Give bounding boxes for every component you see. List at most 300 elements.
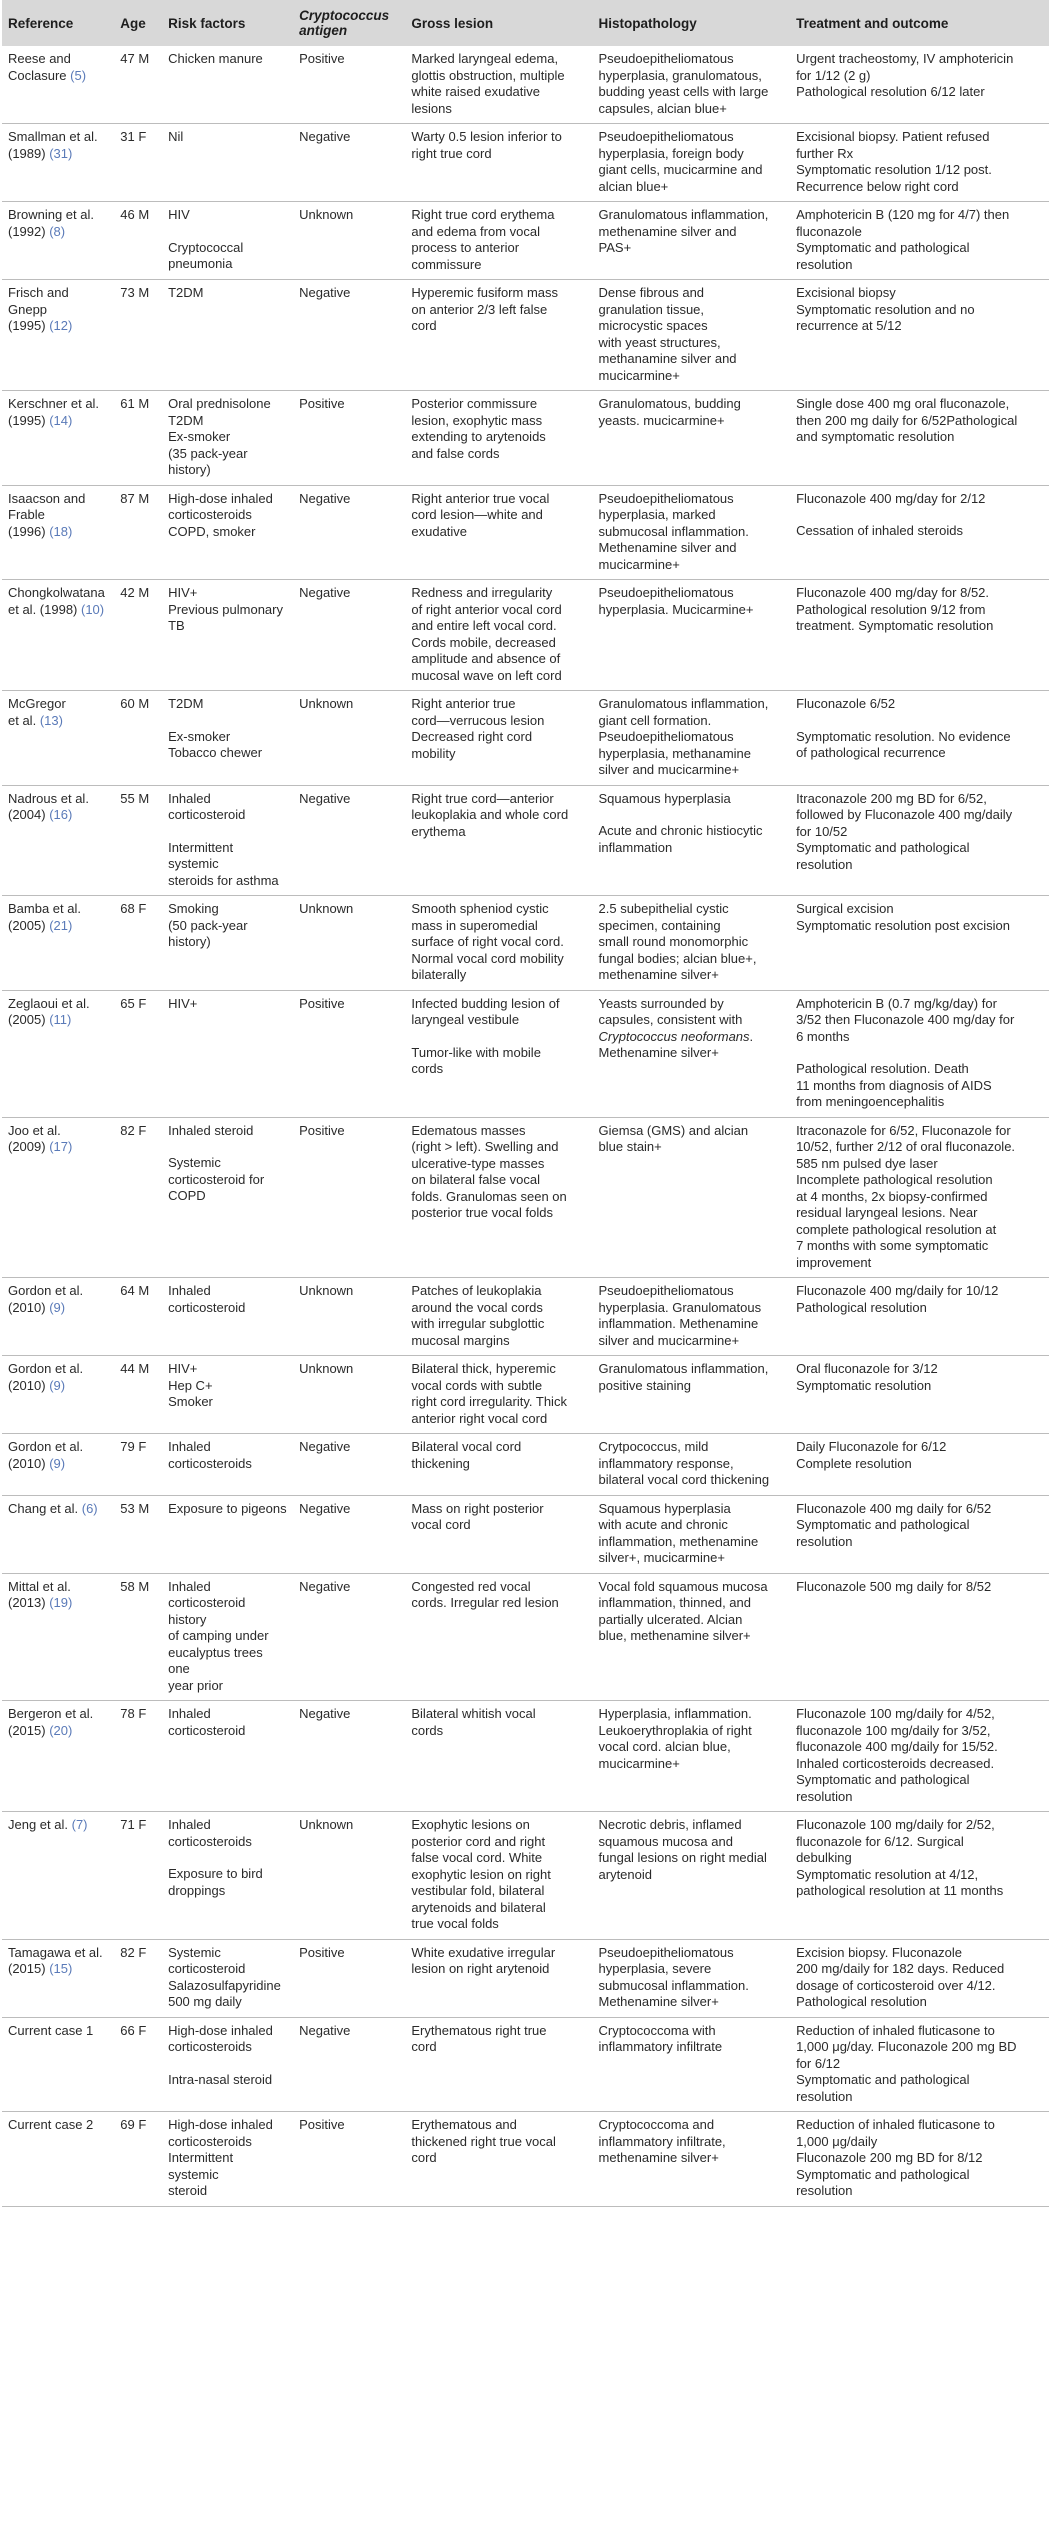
reference-line: (1995) (12) (8, 318, 73, 333)
cell-risk-factors (162, 1495, 293, 1573)
risk-line: corticosteroids (168, 1833, 252, 1849)
reference-line: (2010) (9) (8, 1455, 66, 1471)
table-row (2, 2017, 1049, 2112)
reference-line: Chongkolwatana (8, 585, 105, 600)
histo-line: Methenamine silver+ (598, 1994, 719, 2009)
gross-line: and false cords (411, 445, 500, 461)
gross-line: Cords mobile, decreased (411, 634, 556, 650)
cell-histopathology (593, 46, 791, 124)
cell-age: 82 F (114, 1117, 162, 1278)
treatment-line: Fluconazole 200 mg BD for 8/12 (796, 2150, 983, 2165)
gross-line: ulcerative-type masses (411, 1155, 545, 1171)
table-row (2, 1701, 1049, 1812)
gross-line: with irregular subglottic (411, 1316, 545, 1331)
histo-line: Dense fibrous and (598, 285, 705, 300)
histo-line: Granulomatous inflammation, (598, 696, 769, 711)
cell-gross-lesion (405, 1701, 592, 1812)
treatment-line: Fluconazole 100 mg/daily for 2/52, (796, 1817, 995, 1832)
histo-line: bilateral vocal cord thickening (598, 1472, 770, 1487)
cell-gross-lesion (405, 1356, 592, 1434)
histo-line: Cryptococcoma and (598, 2117, 715, 2132)
cell-reference (2, 280, 114, 391)
cell-histopathology (593, 391, 791, 486)
cell-age: 71 F (114, 1812, 162, 1940)
risk-line: of camping under (168, 1628, 269, 1643)
gross-line: Hyperemic fusiform mass (411, 285, 559, 300)
risk-line: High-dose inhaled (168, 2022, 273, 2038)
table-row (2, 1117, 1049, 1278)
cell-risk-factors (162, 202, 293, 280)
gross-line: Normal vocal cord mobility (411, 950, 564, 966)
treatment-line: resolution (796, 256, 853, 272)
risk-line: Smoking (168, 901, 219, 916)
treatment-line: for 10/52 (796, 823, 848, 839)
histo-line: PAS+ (598, 240, 632, 255)
risk-line: (50 pack-year (168, 917, 248, 933)
cell-cryptococcus-antigen: Negative (293, 1434, 405, 1496)
histo-line: hyperplasia. Granulomatous (598, 1299, 762, 1315)
risk-line: HIV+ (168, 585, 198, 600)
reference-citation-link[interactable]: (10) (81, 601, 105, 617)
treatment-line: for 1/12 (2 g) (796, 67, 871, 83)
cell-reference (2, 202, 114, 280)
reference-citation-link[interactable]: (11) (49, 1012, 72, 1027)
gross-line: vocal cords with subtle (411, 1377, 543, 1393)
treatment-line: 3/52 then Fluconazole 400 mg/day for (796, 1012, 1015, 1027)
cell-gross-lesion (405, 202, 592, 280)
cell-cryptococcus-antigen: Unknown (293, 896, 405, 991)
gross-line: posterior cord and right (411, 1833, 546, 1849)
histo-line: microcystic spaces (598, 318, 708, 333)
risk-line: eucalyptus trees one (168, 1644, 263, 1676)
treatment-line: Fluconazole 400 mg/day for 8/52. (796, 585, 990, 600)
cell-age: 73 M (114, 280, 162, 391)
table-row (2, 691, 1049, 786)
treatment-line: resolution (796, 1788, 853, 1804)
cell-treatment-outcome (790, 990, 1049, 1117)
gross-line: thickening (411, 1455, 470, 1471)
treatment-line: Symptomatic and pathological (796, 240, 970, 255)
reference-line: Chang et al. (6) (8, 1500, 98, 1516)
table-row (2, 1356, 1049, 1434)
cell-reference (2, 1356, 114, 1434)
treatment-line: Fluconazole 400 mg/daily for 10/12 (796, 1283, 999, 1298)
cell-treatment-outcome (790, 691, 1049, 786)
cell-risk-factors (162, 1356, 293, 1434)
histo-line: Squamous hyperplasia (598, 1500, 731, 1516)
cell-histopathology (593, 280, 791, 391)
cell-treatment-outcome (790, 896, 1049, 991)
cell-reference (2, 124, 114, 202)
gross-line: surface of right vocal cord. (411, 934, 564, 949)
table-row (2, 391, 1049, 486)
risk-line: Inhaled (168, 1706, 211, 1721)
gross-line: (right > left). Swelling and (411, 1139, 559, 1154)
cell-gross-lesion (405, 280, 592, 391)
treatment-line: Itraconazole 200 mg BD for 6/52, (796, 790, 987, 806)
cell-gross-lesion (405, 2112, 592, 2207)
treatment-line: Symptomatic resolution post excision (796, 917, 1010, 933)
treatment-line: recurrence at 5/12 (796, 318, 902, 333)
cell-cryptococcus-antigen: Negative (293, 1573, 405, 1701)
histo-line: Acute and chronic histiocytic (598, 823, 763, 838)
risk-line: Previous pulmonary (168, 601, 283, 617)
cell-age: 31 F (114, 124, 162, 202)
gross-line: Decreased right cord (411, 729, 533, 744)
cell-reference (2, 1495, 114, 1573)
cell-treatment-outcome (790, 1812, 1049, 1940)
treatment-line: Fluconazole 400 mg daily for 6/52 (796, 1500, 992, 1516)
cell-age: 47 M (114, 46, 162, 124)
cell-histopathology (593, 2017, 791, 2112)
reference-line: Gordon et al. (8, 1361, 84, 1376)
cell-age: 87 M (114, 485, 162, 580)
reference-line: (2004) (16) (8, 807, 73, 822)
histo-line: Pseudoepitheliomatous (598, 729, 734, 744)
treatment-line: Cessation of inhaled steroids (796, 523, 963, 538)
histo-line: capsules, alcian blue+ (598, 100, 727, 116)
risk-line: (35 pack-year (168, 445, 248, 461)
treatment-line: Symptomatic resolution (796, 1377, 932, 1393)
cell-gross-lesion (405, 1495, 592, 1573)
cell-histopathology (593, 485, 791, 580)
cell-histopathology (593, 124, 791, 202)
treatment-line: resolution (796, 2088, 853, 2104)
treatment-line: Fluconazole 400 mg/day for 2/12 (796, 490, 986, 506)
risk-line: Hep C+ (168, 1377, 213, 1393)
cell-age: 61 M (114, 391, 162, 486)
gross-line: mucosal margins (411, 1332, 510, 1348)
treatment-line: Pathological resolution (796, 1299, 927, 1315)
reference-line: Mittal et al. (8, 1578, 71, 1594)
risk-line: COPD (168, 1188, 206, 1203)
gross-line: erythema (411, 823, 466, 839)
gross-line: mucosal wave on left cord (411, 667, 562, 683)
histo-line: Granulomatous inflammation, (598, 1361, 769, 1376)
risk-line: year prior (168, 1677, 224, 1693)
cell-gross-lesion (405, 990, 592, 1117)
reference-citation-link[interactable]: (5) (70, 67, 87, 83)
header-reference: Reference (8, 15, 74, 31)
cell-histopathology (593, 1495, 791, 1573)
risk-line: Inhaled (168, 1439, 211, 1454)
risk-line: Intra-nasal steroid (168, 2071, 273, 2087)
cell-histopathology (593, 990, 791, 1117)
treatment-line: Symptomatic and pathological (796, 840, 970, 855)
histo-line: giant cells, mucicarmine and (598, 162, 763, 177)
cell-treatment-outcome (790, 46, 1049, 124)
treatment-line: Pathological resolution 6/12 later (796, 84, 985, 99)
risk-line: Cryptococcal (168, 239, 244, 255)
cell-gross-lesion (405, 1117, 592, 1278)
treatment-line: Pathological resolution. Death (796, 1061, 969, 1076)
cell-gross-lesion (405, 46, 592, 124)
cell-age: 60 M (114, 691, 162, 786)
histo-line: inflammation, thinned, and (598, 1595, 751, 1610)
risk-line: Systemic (168, 1944, 221, 1960)
header-gross-lesion: Gross lesion (411, 15, 494, 31)
cell-reference (2, 46, 114, 124)
cell-treatment-outcome (790, 2112, 1049, 2207)
reference-citation-link[interactable]: (9) (49, 1377, 66, 1393)
treatment-line: Symptomatic and pathological (796, 1517, 970, 1532)
cell-reference (2, 1573, 114, 1701)
reference-citation-link[interactable]: (18) (49, 523, 73, 539)
cell-cryptococcus-antigen: Unknown (293, 202, 405, 280)
cell-histopathology (593, 785, 791, 896)
reference-line: (2010) (9) (8, 1377, 66, 1393)
histo-line: fungal lesions on right medial (598, 1850, 767, 1865)
gross-line: amplitude and absence of (411, 651, 561, 666)
reference-line: Kerschner et al. (8, 396, 100, 411)
reference-citation-link[interactable]: (21) (49, 917, 73, 933)
reference-citation-link[interactable]: (31) (49, 145, 73, 161)
table-row (2, 1278, 1049, 1356)
gross-line: Bilateral thick, hyperemic (411, 1361, 556, 1376)
treatment-line: debulking (796, 1850, 852, 1865)
risk-line: Inhaled steroid (168, 1122, 254, 1138)
cell-cryptococcus-antigen: Unknown (293, 1812, 405, 1940)
cell-risk-factors (162, 2017, 293, 2112)
cell-treatment-outcome (790, 2017, 1049, 2112)
gross-line: leukoplakia and whole cord (411, 807, 569, 822)
risk-line: Systemic (168, 1155, 221, 1170)
reference-citation-link[interactable]: (6) (81, 1500, 98, 1516)
treatment-line: 585 nm pulsed dye laser (796, 1155, 938, 1171)
treatment-line: fluconazole 400 mg/daily for 15/52. (796, 1739, 998, 1754)
histo-line: inflammation (598, 839, 673, 855)
cell-histopathology (593, 1278, 791, 1356)
risk-line: Intermittent systemic (168, 839, 234, 871)
cell-reference (2, 1939, 114, 2017)
cell-gross-lesion (405, 691, 592, 786)
gross-line: Right true cord erythema (411, 207, 555, 222)
gross-line: Edematous masses (411, 1122, 526, 1138)
cell-risk-factors (162, 580, 293, 691)
reference-line: Smallman et al. (8, 129, 98, 144)
histo-line: hyperplasia, severe (598, 1961, 712, 1976)
table-body (2, 46, 1049, 2206)
cell-risk-factors (162, 485, 293, 580)
cell-histopathology (593, 1117, 791, 1278)
risk-line: Intermittent systemic (168, 2150, 234, 2182)
histo-line: Granulomatous inflammation, (598, 207, 769, 222)
gross-line: on bilateral false vocal (411, 1172, 541, 1187)
histo-line: alcian blue+ (598, 178, 669, 194)
gross-line: folds. Granulomas seen on (411, 1188, 567, 1204)
risk-line: Exposure to pigeons (168, 1500, 287, 1516)
cell-reference (2, 896, 114, 991)
histo-line: Hyperplasia, inflammation. (598, 1706, 752, 1721)
gross-line: commissure (411, 256, 482, 272)
gross-line: vocal cord (411, 1517, 471, 1532)
risk-line: Ex-smoker (168, 728, 231, 744)
reference-line: Isaacson and (8, 490, 86, 506)
gross-line: Infected budding lesion of (411, 995, 560, 1011)
treatment-line: Complete resolution (796, 1455, 912, 1471)
reference-citation-link[interactable]: (15) (49, 1961, 73, 1976)
treatment-line: 11 months from diagnosis of AIDS (796, 1077, 992, 1093)
gross-line: cord (411, 318, 437, 333)
treatment-line: improvement (796, 1254, 872, 1270)
gross-line: lesion on right arytenoid (411, 1961, 550, 1976)
reference-line: Joo et al. (8, 1122, 61, 1138)
risk-line: Smoker (168, 1394, 213, 1409)
cell-cryptococcus-antigen: Positive (293, 1939, 405, 2017)
histo-line: budding yeast cells with large (598, 84, 769, 99)
reference-citation-link[interactable]: (17) (49, 1139, 73, 1154)
cell-age: 65 F (114, 990, 162, 1117)
gross-line: mobility (411, 745, 456, 761)
cell-treatment-outcome (790, 391, 1049, 486)
cell-histopathology (593, 202, 791, 280)
gross-line: Warty 0.5 lesion inferior to (411, 129, 562, 144)
cell-treatment-outcome (790, 485, 1049, 580)
risk-line: Inhaled (168, 1817, 211, 1832)
gross-line: right cord irregularity. Thick (411, 1394, 567, 1409)
gross-line: Posterior commissure (411, 396, 538, 411)
treatment-line: resolution (796, 1533, 853, 1549)
histo-line: Giemsa (GMS) and alcian (598, 1122, 749, 1138)
cell-risk-factors (162, 691, 293, 786)
cell-risk-factors (162, 391, 293, 486)
reference-line: Frable (8, 507, 45, 522)
reference-citation-link[interactable]: (8) (49, 223, 66, 239)
treatment-line: followed by Fluconazole 400 mg/daily (796, 807, 1013, 822)
cell-age: 46 M (114, 202, 162, 280)
cell-treatment-outcome (790, 1278, 1049, 1356)
reference-citation-link[interactable]: (19) (49, 1595, 73, 1610)
cell-gross-lesion (405, 785, 592, 896)
reference-citation-link[interactable]: (13) (39, 712, 63, 728)
treatment-line: 10/52, further 2/12 of oral fluconazole. (796, 1139, 1016, 1154)
gross-line: Mass on right posterior (411, 1500, 544, 1516)
treatment-line: Oral fluconazole for 3/12 (796, 1361, 938, 1376)
histo-line: blue, methenamine silver+ (598, 1628, 751, 1643)
cell-gross-lesion (405, 1278, 592, 1356)
gross-line: Right anterior true (411, 696, 516, 711)
cell-age: 82 F (114, 1939, 162, 2017)
histo-line: silver+, mucicarmine+ (598, 1550, 725, 1565)
treatment-line: Single dose 400 mg oral fluconazole, (796, 396, 1010, 411)
cell-risk-factors (162, 1278, 293, 1356)
table-row (2, 896, 1049, 991)
reference-citation-link[interactable]: (9) (49, 1455, 66, 1471)
gross-line: Right true cord—anterior (411, 790, 554, 806)
gross-line: around the vocal cords (411, 1299, 543, 1315)
histo-line: silver and mucicarmine+ (598, 762, 740, 777)
reference-citation-link[interactable]: (7) (71, 1817, 88, 1832)
histo-line: Pseudoepitheliomatous (598, 490, 734, 506)
treatment-line: 1,000 μg/day. Fluconazole 200 mg BD (796, 2039, 1017, 2054)
cell-histopathology (593, 580, 791, 691)
risk-line: corticosteroid (168, 1299, 246, 1315)
table-row (2, 46, 1049, 124)
gross-line: process to anterior (411, 240, 520, 255)
treatment-line: Incomplete pathological resolution (796, 1172, 993, 1187)
reference-line: (2009) (17) (8, 1139, 73, 1154)
histo-line: methenamine silver+ (598, 2150, 719, 2165)
gross-line: Smooth spheniod cystic (411, 901, 549, 916)
cell-age: 68 F (114, 896, 162, 991)
risk-line: corticosteroids (168, 507, 252, 522)
cell-reference (2, 391, 114, 486)
histo-line: submucosal inflammation. (598, 1977, 749, 1993)
cell-gross-lesion (405, 1573, 592, 1701)
reference-citation-link[interactable]: (14) (49, 412, 73, 428)
risk-line: Inhaled (168, 1578, 211, 1594)
case-table (2, 0, 1049, 2207)
risk-line: Tobacco chewer (168, 745, 263, 760)
gross-line: lesion, exophytic mass (411, 412, 543, 428)
header-treatment-outcome: Treatment and outcome (796, 15, 949, 31)
reference-line: et al. (13) (8, 712, 63, 728)
gross-line: Tumor-like with mobile (411, 1044, 541, 1060)
histo-line: fungal bodies; alcian blue+, (598, 950, 757, 966)
histo-line: methenamine silver+ (598, 967, 719, 982)
histo-line: with acute and chronic (598, 1517, 728, 1532)
cell-gross-lesion (405, 1939, 592, 2017)
reference-citation-link[interactable]: (12) (49, 318, 73, 333)
risk-line: 500 mg daily (168, 1994, 242, 2009)
cell-treatment-outcome (790, 785, 1049, 896)
table-row (2, 1939, 1049, 2017)
reference-citation-link[interactable]: (9) (49, 1299, 66, 1315)
cell-gross-lesion (405, 1812, 592, 1940)
table-row (2, 1573, 1049, 1701)
histo-line: capsules, consistent with (598, 1012, 743, 1027)
risk-line: corticosteroids (168, 2133, 252, 2149)
risk-line: Chicken manure (168, 51, 263, 66)
gross-line: exudative (411, 523, 468, 539)
histo-line: silver and mucicarmine+ (598, 1332, 740, 1348)
gross-line: laryngeal vestibule (411, 1012, 520, 1027)
gross-line: posterior true vocal folds (411, 1205, 553, 1220)
gross-line: right true cord (411, 145, 492, 161)
gross-line: Erythematous and (411, 2117, 517, 2132)
cell-treatment-outcome (790, 1573, 1049, 1701)
table-row (2, 1495, 1049, 1573)
treatment-line: at 4 months, 2x biopsy-confirmed (796, 1188, 988, 1204)
treatment-line: resolution (796, 2183, 853, 2198)
cell-risk-factors (162, 1573, 293, 1701)
histo-line: Leukoerythroplakia of right (598, 1722, 752, 1738)
cell-histopathology (593, 691, 791, 786)
treatment-line: Amphotericin B (120 mg for 4/7) then (796, 207, 1010, 222)
histo-line: inflammation. Methenamine (598, 1316, 759, 1331)
histo-line: with yeast structures, (598, 334, 721, 350)
cell-cryptococcus-antigen: Unknown (293, 1278, 405, 1356)
gross-line: Bilateral vocal cord (411, 1439, 522, 1454)
reference-citation-link[interactable]: (20) (49, 1722, 73, 1738)
header-risk-factors: Risk factors (168, 15, 246, 31)
reference-line: Current case 1 (8, 2022, 94, 2038)
reference-line: et al. (1998) (10) (8, 601, 105, 617)
cell-gross-lesion (405, 2017, 592, 2112)
risk-line: steroids for asthma (168, 872, 279, 888)
table-row (2, 1434, 1049, 1496)
cell-age: 42 M (114, 580, 162, 691)
cell-gross-lesion (405, 391, 592, 486)
table-row (2, 202, 1049, 280)
histo-line: Pseudoepitheliomatous (598, 51, 734, 66)
cell-treatment-outcome (790, 202, 1049, 280)
histo-line: inflammation, methenamine (598, 1533, 759, 1549)
cell-gross-lesion (405, 1434, 592, 1496)
gross-line: of right anterior vocal cord (411, 601, 562, 617)
reference-citation-link[interactable]: (16) (49, 807, 73, 822)
gross-line: on anterior 2/3 left false (411, 301, 548, 317)
